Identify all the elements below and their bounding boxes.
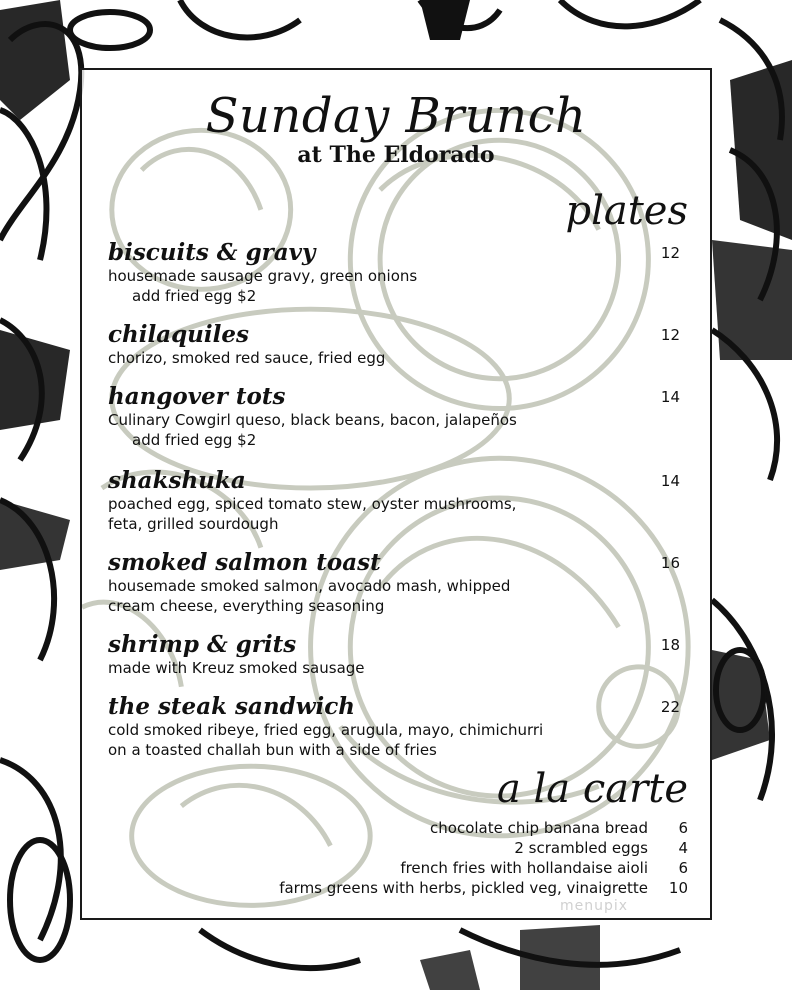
carte-item-name: french fries with hollandaise aioli bbox=[400, 859, 648, 877]
menu-item bbox=[108, 550, 684, 616]
carte-item-price: 6 bbox=[678, 819, 688, 837]
menu-item bbox=[108, 240, 684, 306]
menu-item bbox=[108, 694, 684, 760]
item-description: Culinary Cowgirl queso, black beans, bacon, jalapeños bbox=[108, 411, 517, 429]
menu-title: Sunday Brunch bbox=[205, 88, 587, 144]
item-price: 22 bbox=[660, 698, 680, 716]
menu-item bbox=[108, 632, 684, 678]
item-description: cold smoked ribeye, fried egg, arugula, mayo, chimichurri bbox=[108, 721, 544, 739]
carte-item-name: 2 scrambled eggs bbox=[514, 839, 648, 857]
item-name: chilaquiles bbox=[108, 321, 249, 348]
item-description: housemade sausage gravy, green onions bbox=[108, 267, 418, 285]
list-item bbox=[168, 818, 688, 838]
item-description: poached egg, spiced tomato stew, oyster mushrooms, bbox=[108, 495, 517, 513]
carte-item-price: 4 bbox=[678, 839, 688, 857]
watermark-logo: menupix bbox=[560, 898, 629, 914]
item-name: the steak sandwich bbox=[108, 693, 355, 720]
a-la-carte-list bbox=[168, 818, 688, 898]
plates-heading: plates bbox=[565, 188, 688, 234]
item-addon: add fried egg $2 bbox=[132, 287, 257, 305]
list-item bbox=[168, 878, 688, 898]
carte-item-name: farms greens with herbs, pickled veg, vinaigrette bbox=[279, 879, 648, 897]
item-description: feta, grilled sourdough bbox=[108, 515, 279, 533]
item-description: cream cheese, everything seasoning bbox=[108, 597, 385, 615]
carte-item-price: 6 bbox=[678, 859, 688, 877]
item-price: 12 bbox=[660, 244, 680, 262]
item-description: on a toasted challah bun with a side of fries bbox=[108, 741, 437, 759]
item-description: chorizo, smoked red sauce, fried egg bbox=[108, 349, 386, 367]
item-name: shrimp & grits bbox=[108, 631, 297, 658]
item-price: 18 bbox=[660, 636, 680, 654]
menu-item bbox=[108, 384, 684, 450]
item-price: 12 bbox=[660, 326, 680, 344]
item-price: 14 bbox=[660, 472, 680, 490]
carte-item-price: 10 bbox=[668, 879, 688, 897]
item-name: shakshuka bbox=[108, 467, 246, 494]
carte-item-name: chocolate chip banana bread bbox=[430, 819, 648, 837]
item-price: 14 bbox=[660, 388, 680, 406]
item-description: made with Kreuz smoked sausage bbox=[108, 659, 365, 677]
item-name: smoked salmon toast bbox=[108, 549, 381, 576]
item-name: hangover tots bbox=[108, 383, 286, 410]
menu-item bbox=[108, 468, 684, 534]
list-item bbox=[168, 838, 688, 858]
item-price: 16 bbox=[660, 554, 680, 572]
menu-item bbox=[108, 322, 684, 368]
item-name: biscuits & gravy bbox=[108, 239, 316, 266]
a-la-carte-heading: a la carte bbox=[496, 766, 688, 812]
menu-card bbox=[80, 68, 712, 920]
item-description: housemade smoked salmon, avocado mash, whipped bbox=[108, 577, 511, 595]
list-item bbox=[168, 858, 688, 878]
item-addon: add fried egg $2 bbox=[132, 431, 257, 449]
menu-subtitle: at The Eldorado bbox=[297, 142, 495, 168]
